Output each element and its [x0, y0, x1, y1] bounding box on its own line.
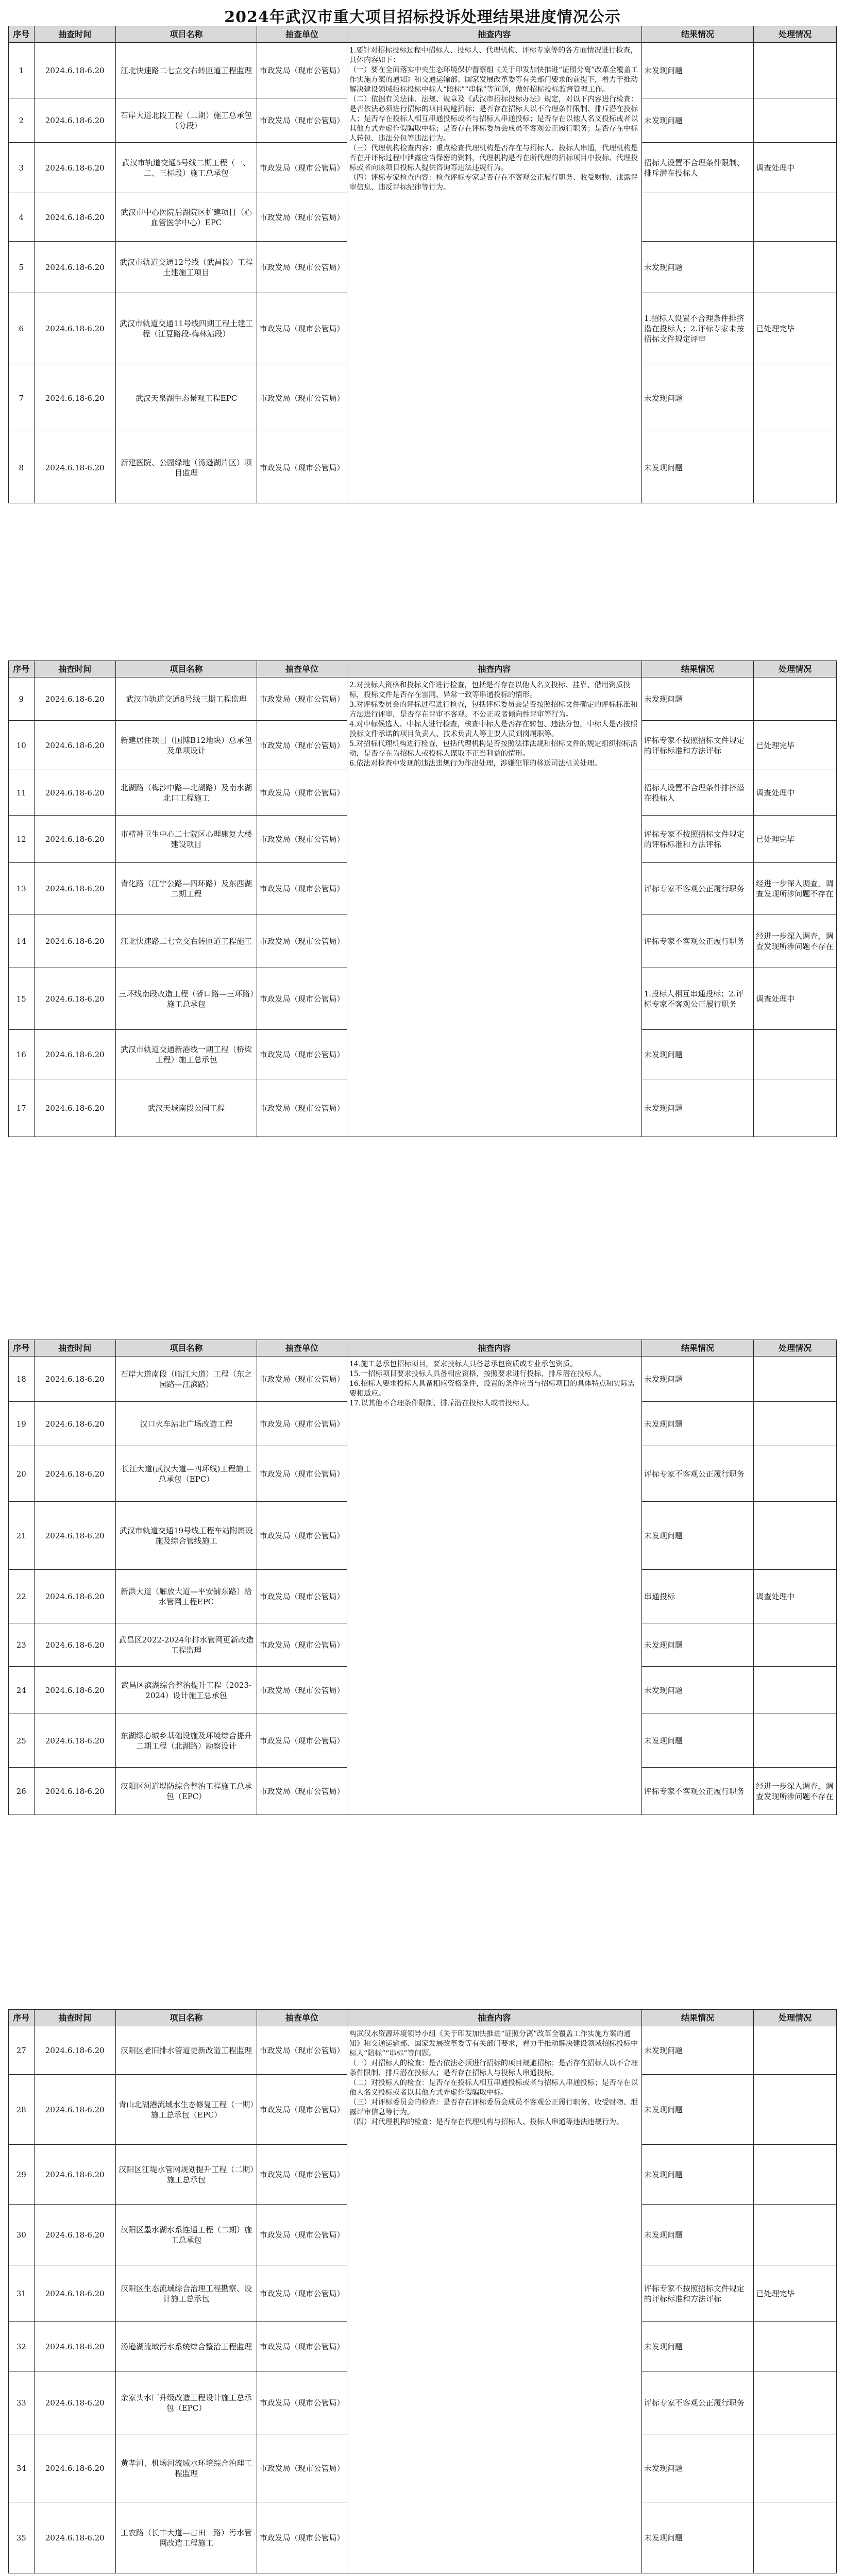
check-unit: 市政发局（现市公管局）: [257, 816, 347, 863]
check-unit: 市政发局（现市公管局）: [257, 1570, 347, 1623]
check-content: 2.对投标人资格和投标文件进行检查，包括是否存在以他人名义投标、挂靠、借用资质投标，投标文件是否存在雷同、异常一致等串通投标的情形。 3.对评标委员会的评标过程进行检查，包括评标委员会是否按照招标文件确定的评标标准和方法进行评审，是否存在评审不客观、不公正或者倾向性评审等行为。 4.对中标候选人、中标人进行检查，核查中标人是否存在转包、违法分包，中标人是否按照投标文件承诺的项目负责人、技术负责人等主要人员到岗履职等。 5.对招标代理机构进行检查，包括代理机构是否按照法律法规和招标文件的规定组织招标活动，是否存在为招标人或投标人谋取不正当利益的情形。 6.依法对检查中发现的违法违规行为作出处理，涉嫌犯罪的移送司法机关处理。: [347, 677, 641, 1137]
project-name: 石岸大道北段工程（二期）施工总承包（分段）: [115, 98, 257, 143]
table-row: [9, 43, 837, 98]
result-status: 未发现问题: [641, 1079, 753, 1137]
row-number: 29: [9, 2145, 35, 2205]
check-unit: 市政发局（现市公管局）: [257, 914, 347, 968]
row-number: 7: [9, 364, 35, 432]
project-name: 江北快速路二七立交右转匝道工程监理: [115, 43, 257, 98]
check-date: 2024.6.18-6.20: [34, 1402, 115, 1446]
row-number: 4: [9, 193, 35, 242]
check-date: 2024.6.18-6.20: [34, 2371, 115, 2434]
table-row: [9, 1357, 837, 1402]
check-date: 2024.6.18-6.20: [34, 2205, 115, 2265]
project-name: 汉阳区生态流域综合治理工程勘察、设计施工总承包: [115, 2265, 257, 2322]
result-status: 1.招标人设置不合理条件排挤潜在投标人；2.评标专家未按招标文件规定评审: [641, 293, 753, 364]
handling-status: 经进一步深入调查，调查发现所涉问题不存在: [754, 1768, 837, 1815]
handling-status: 调查处理中: [754, 143, 837, 193]
check-unit: 市政发局（现市公管局）: [257, 43, 347, 98]
handling-status: [754, 1402, 837, 1446]
result-table-1: [8, 26, 837, 503]
handling-status: 经进一步深入调查，调查发现所涉问题不存在: [754, 914, 837, 968]
check-date: 2024.6.18-6.20: [34, 1714, 115, 1768]
check-date: 2024.6.18-6.20: [34, 2322, 115, 2371]
handling-status: 调查处理中: [754, 1570, 837, 1623]
handling-status: [754, 677, 837, 721]
row-number: 3: [9, 143, 35, 193]
handling-status: [754, 1357, 837, 1402]
handling-status: [754, 2434, 837, 2502]
check-unit: 市政发局（现市公管局）: [257, 677, 347, 721]
project-name: 武昌区滨湖综合整治提升工程（2023-2024）设计施工总承包: [115, 1667, 257, 1714]
handling-status: 已处理完毕: [754, 2265, 837, 2322]
column-header: 结果情况: [641, 26, 753, 43]
check-date: 2024.6.18-6.20: [34, 242, 115, 293]
project-name: 武汉市轨道交通5号线二期工程（一、二、三标段）施工总承包: [115, 143, 257, 193]
check-date: 2024.6.18-6.20: [34, 2026, 115, 2075]
result-status: 未发现问题: [641, 2322, 753, 2371]
project-name: 武昌区2022-2024年排水管网更新改造工程监理: [115, 1623, 257, 1667]
handling-status: [754, 2322, 837, 2371]
result-status: 未发现问题: [641, 677, 753, 721]
check-unit: 市政发局（现市公管局）: [257, 2205, 347, 2265]
column-header: 项目名称: [115, 1340, 257, 1357]
handling-status: [754, 1079, 837, 1137]
project-name: 武汉市中心医院后湖院区扩建项目（心血管医学中心）EPC: [115, 193, 257, 242]
result-status: 未发现问题: [641, 1667, 753, 1714]
handling-status: [754, 98, 837, 143]
result-status: 评标专家不按照招标文件规定的评标标准和方法评标: [641, 721, 753, 770]
result-status: 1.投标人相互串通投标；2.评标专家不客观公正履行职务: [641, 968, 753, 1030]
result-status: 未发现问题: [641, 2075, 753, 2145]
column-header: 项目名称: [115, 661, 257, 677]
project-name: 北湖路（梅沙中路—北湖路）及南水湖北口工程施工: [115, 770, 257, 816]
project-name: 武汉市轨道交通11号线四期工程土建工程（江夏路段-梅林站段）: [115, 293, 257, 364]
row-number: 31: [9, 2265, 35, 2322]
handling-status: [754, 1502, 837, 1570]
row-number: 2: [9, 98, 35, 143]
row-number: 35: [9, 2502, 35, 2573]
column-header: 结果情况: [641, 2010, 753, 2026]
check-unit: 市政发局（现市公管局）: [257, 2026, 347, 2075]
check-date: 2024.6.18-6.20: [34, 98, 115, 143]
handling-status: [754, 1667, 837, 1714]
check-date: 2024.6.18-6.20: [34, 193, 115, 242]
result-status: 未发现问题: [641, 1030, 753, 1079]
check-unit: 市政发局（现市公管局）: [257, 1446, 347, 1502]
project-name: 汉阳区河道堤防综合整治工程施工总承包（EPC）: [115, 1768, 257, 1815]
check-date: 2024.6.18-6.20: [34, 293, 115, 364]
check-date: 2024.6.18-6.20: [34, 1030, 115, 1079]
project-name: 汉阳区老旧排水管道更新改造工程监理: [115, 2026, 257, 2075]
check-date: 2024.6.18-6.20: [34, 2265, 115, 2322]
check-unit: 市政发局（现市公管局）: [257, 2075, 347, 2145]
check-date: 2024.6.18-6.20: [34, 1570, 115, 1623]
result-status: 未发现问题: [641, 2026, 753, 2075]
result-status: 未发现问题: [641, 2434, 753, 2502]
check-content: 构武汉水资源环境领导小组《关于印发加快推进“证照分离”改革全覆盖工作实施方案的通知》和交通运输部、国家发展改革委等有关部门要求，着力于推动解决建设领域招标投标中标人“陪标”“串标”等问题。 （一）对招标人的检查：是否依法必须进行招标的项目规避招标；是否存在招标人以不合理条件限制、排斥潜在投标人；是否存在招标人与投标人串通投标。 （二）对投标人的检查：是否存在投标人相互串通投标或者与招标人串通投标；是否存在以他人名义投标或者以其他方式弄虚作假骗取中标。 （三）对评标委员会的检查：是否存在评标委员会成员不客观公正履行职务、收受财物、泄露评审信息等行为。 （四）对代理机构的检查：是否存在代理机构与招标人、投标人串通等违法违规行为。: [347, 2026, 641, 2573]
row-number: 26: [9, 1768, 35, 1815]
result-status: 未发现问题: [641, 1502, 753, 1570]
handling-status: [754, 1030, 837, 1079]
project-name: 汉阳区江堤水管网规划提升工程（二期）施工总承包: [115, 2145, 257, 2205]
project-name: 武汉天城南段公园工程: [115, 1079, 257, 1137]
check-unit: 市政发局（现市公管局）: [257, 1623, 347, 1667]
handling-status: 经进一步深入调查，调查发现所涉问题不存在: [754, 863, 837, 914]
handling-status: [754, 2502, 837, 2573]
column-header: 结果情况: [641, 1340, 753, 1357]
project-name: 市精神卫生中心二七院区心理康复大楼建设项目: [115, 816, 257, 863]
column-header: 抽查内容: [347, 1340, 641, 1357]
check-unit: 市政发局（现市公管局）: [257, 1357, 347, 1402]
column-header: 抽查单位: [257, 1340, 347, 1357]
row-number: 5: [9, 242, 35, 293]
project-name: 新建居住项目（国博B12地块）总承包及单项设计: [115, 721, 257, 770]
row-number: 22: [9, 1570, 35, 1623]
row-number: 33: [9, 2371, 35, 2434]
column-header: 抽查时间: [34, 661, 115, 677]
handling-status: 调查处理中: [754, 968, 837, 1030]
check-unit: 市政发局（现市公管局）: [257, 1402, 347, 1446]
row-number: 21: [9, 1502, 35, 1570]
result-status: 未发现问题: [641, 98, 753, 143]
check-date: 2024.6.18-6.20: [34, 364, 115, 432]
project-name: 武汉天泉湖生态景观工程EPC: [115, 364, 257, 432]
result-status: 评标专家不客观公正履行职务: [641, 1446, 753, 1502]
handling-status: [754, 1446, 837, 1502]
handling-status: [754, 1623, 837, 1667]
result-status: 未发现问题: [641, 364, 753, 432]
handling-status: [754, 2075, 837, 2145]
check-date: 2024.6.18-6.20: [34, 863, 115, 914]
result-status: 未发现问题: [641, 1402, 753, 1446]
check-unit: 市政发局（现市公管局）: [257, 2434, 347, 2502]
row-number: 1: [9, 43, 35, 98]
result-status: 招标人设置不合理条件限制、排斥潜在投标人: [641, 143, 753, 193]
column-header: 抽查单位: [257, 2010, 347, 2026]
check-unit: 市政发局（现市公管局）: [257, 968, 347, 1030]
check-date: 2024.6.18-6.20: [34, 143, 115, 193]
row-number: 27: [9, 2026, 35, 2075]
row-number: 11: [9, 770, 35, 816]
check-date: 2024.6.18-6.20: [34, 914, 115, 968]
handling-status: 已处理完毕: [754, 816, 837, 863]
project-name: 工农路（长丰大道—古田一路）污水管网改造工程施工: [115, 2502, 257, 2573]
result-status: 评标专家不按照招标文件规定的评标标准和方法评标: [641, 816, 753, 863]
column-header: 结果情况: [641, 661, 753, 677]
column-header: 序号: [9, 2010, 35, 2026]
check-unit: 市政发局（现市公管局）: [257, 1079, 347, 1137]
result-table-3: [8, 1340, 837, 1815]
handling-status: [754, 2371, 837, 2434]
column-header: 抽查内容: [347, 26, 641, 43]
column-header: 序号: [9, 26, 35, 43]
check-date: 2024.6.18-6.20: [34, 1502, 115, 1570]
check-unit: 市政发局（现市公管局）: [257, 242, 347, 293]
handling-status: 已处理完毕: [754, 721, 837, 770]
result-status: 评标专家不按照招标文件规定的评标标准和方法评标: [641, 2265, 753, 2322]
column-header: 序号: [9, 1340, 35, 1357]
row-number: 20: [9, 1446, 35, 1502]
handling-status: [754, 2145, 837, 2205]
row-number: 23: [9, 1623, 35, 1667]
check-date: 2024.6.18-6.20: [34, 2145, 115, 2205]
result-status: 未发现问题: [641, 1714, 753, 1768]
table-row: [9, 2026, 837, 2075]
result-status: 未发现问题: [641, 2502, 753, 2573]
check-content: 1.要针对招标投标过程中招标人、投标人、代理机构、评标专家等的各方面情况进行检查，具体内容如下： （一）要在全面落实中央生态环境保护督察组《关于印发加快推进“证照分离”改革全覆盖工作实施方案的通知》和交通运输部、国家发展改革委等有关部门要求的前提下，着力于推动解决建设领域招标投标中标人“陪标”“串标”等问题，做好招标投标监督管理工作。 （二）依据有关法律、法规、规章及《武汉市招标投标办法》规定，对以下内容进行检查：是否依法必须进行招标的项目规避招标；是否存在招标人以不合理条件限制、排斥潜在投标人；是否存在投标人相互串通投标或者与招标人串通投标；是否存在以他人名义投标或者以其他方式弄虚作假骗取中标；是否存在评标委员会成员不客观公正履行职务；是否存在中标人转包、违法分包等违法行为。 （三）代理机构检查内容：重点检查代理机构是否存在与招标人、投标人串通，代理机构是否在开评标过程中泄露应当保密的资料，代理机构是否在所代理的招标项目中投标、代理投标或者向该项目投标人提供咨询等违法违规行为。 （四）评标专家检查内容：检查评标专家是否存在不客观公正履行职务、收受财物、泄露评审信息、违反评标纪律等行为。: [347, 43, 641, 503]
column-header: 项目名称: [115, 26, 257, 43]
row-number: 17: [9, 1079, 35, 1137]
check-unit: 市政发局（现市公管局）: [257, 193, 347, 242]
project-name: 余家头水厂升级改造工程设计施工总承包（EPC）: [115, 2371, 257, 2434]
column-header: 抽查内容: [347, 661, 641, 677]
result-table-2: [8, 660, 837, 1137]
row-number: 9: [9, 677, 35, 721]
check-unit: 市政发局（现市公管局）: [257, 1768, 347, 1815]
row-number: 13: [9, 863, 35, 914]
table-row: [9, 677, 837, 721]
column-header: 处理情况: [754, 2010, 837, 2026]
column-header: 项目名称: [115, 2010, 257, 2026]
row-number: 12: [9, 816, 35, 863]
project-name: 青山北湖港流域水生态修复工程（一期）施工总承包（EPC）: [115, 2075, 257, 2145]
check-date: 2024.6.18-6.20: [34, 1623, 115, 1667]
check-date: 2024.6.18-6.20: [34, 816, 115, 863]
check-unit: 市政发局（现市公管局）: [257, 2371, 347, 2434]
column-header: 抽查单位: [257, 26, 347, 43]
result-status: 招标人设置不合理条件排挤潜在投标人: [641, 770, 753, 816]
project-name: 新洪大道（解放大道—平安铺东路）给水管网工程EPC: [115, 1570, 257, 1623]
project-name: 汉口火车站北广场改造工程: [115, 1402, 257, 1446]
check-unit: 市政发局（现市公管局）: [257, 143, 347, 193]
check-unit: 市政发局（现市公管局）: [257, 863, 347, 914]
check-unit: 市政发局（现市公管局）: [257, 2322, 347, 2371]
row-number: 34: [9, 2434, 35, 2502]
check-date: 2024.6.18-6.20: [34, 2434, 115, 2502]
project-name: 东湖绿心城乡基础设施及环境综合提升二期工程（北湖路）勘察设计: [115, 1714, 257, 1768]
result-status: 未发现问题: [641, 43, 753, 98]
result-status: [641, 193, 753, 242]
check-unit: 市政发局（现市公管局）: [257, 721, 347, 770]
check-date: 2024.6.18-6.20: [34, 1768, 115, 1815]
column-header: 抽查内容: [347, 2010, 641, 2026]
check-date: 2024.6.18-6.20: [34, 968, 115, 1030]
check-content: 14.施工总承包招标项目，要求投标人具备总承包资质或专业承包资质。 15.一招标项目要求投标人具备相应资格，按照要求进行投标，排斥潜在投标人。 16.招标人要求投标人具备相应资格条件，设置的条件应当与招标项目的具体特点和实际需要相适应。 17.以其他不合理条件限制、排斥潜在投标人或者投标人。: [347, 1357, 641, 1815]
project-name: 新建医院、公园绿地（汤逊湖片区）项目监理: [115, 432, 257, 503]
page-title: 2024年武汉市重大项目招标投诉处理结果进度情况公示: [224, 8, 621, 26]
result-status: 未发现问题: [641, 1357, 753, 1402]
row-number: 32: [9, 2322, 35, 2371]
table-header-row: [9, 2010, 837, 2026]
handling-status: [754, 193, 837, 242]
check-unit: 市政发局（现市公管局）: [257, 770, 347, 816]
result-status: 未发现问题: [641, 2205, 753, 2265]
column-header: 抽查单位: [257, 661, 347, 677]
row-number: 15: [9, 968, 35, 1030]
handling-status: [754, 2026, 837, 2075]
handling-status: 调查处理中: [754, 770, 837, 816]
check-unit: 市政发局（现市公管局）: [257, 2265, 347, 2322]
column-header: 处理情况: [754, 26, 837, 43]
check-unit: 市政发局（现市公管局）: [257, 1714, 347, 1768]
row-number: 30: [9, 2205, 35, 2265]
row-number: 8: [9, 432, 35, 503]
project-name: 长江大道(武汉大道—四环线)工程施工总承包（EPC）: [115, 1446, 257, 1502]
check-unit: 市政发局（现市公管局）: [257, 1502, 347, 1570]
handling-status: [754, 242, 837, 293]
row-number: 28: [9, 2075, 35, 2145]
result-status: 未发现问题: [641, 242, 753, 293]
result-status: 串通投标: [641, 1570, 753, 1623]
result-table-4: [8, 2009, 837, 2573]
handling-status: 已处理完毕: [754, 293, 837, 364]
result-status: 未发现问题: [641, 432, 753, 503]
row-number: 16: [9, 1030, 35, 1079]
check-date: 2024.6.18-6.20: [34, 1079, 115, 1137]
check-date: 2024.6.18-6.20: [34, 721, 115, 770]
check-date: 2024.6.18-6.20: [34, 1667, 115, 1714]
handling-status: [754, 43, 837, 98]
project-name: 三环线南段改造工程（硚口路—三环路）施工总承包: [115, 968, 257, 1030]
table-header-row: [9, 1340, 837, 1357]
check-unit: 市政发局（现市公管局）: [257, 432, 347, 503]
result-status: 评标专家不客观公正履行职务: [641, 914, 753, 968]
row-number: 19: [9, 1402, 35, 1446]
result-status: 未发现问题: [641, 1623, 753, 1667]
document-page: [8, 0, 837, 2576]
row-number: 25: [9, 1714, 35, 1768]
check-date: 2024.6.18-6.20: [34, 770, 115, 816]
column-header: 序号: [9, 661, 35, 677]
project-name: 黄孝河、机场河流域水环境综合治理工程监理: [115, 2434, 257, 2502]
project-name: 汤逊湖流域污水系统综合整治工程监理: [115, 2322, 257, 2371]
result-status: 评标专家不客观公正履行职务: [641, 2371, 753, 2434]
row-number: 24: [9, 1667, 35, 1714]
project-name: 武汉市轨道交通8号线三期工程监理: [115, 677, 257, 721]
check-unit: 市政发局（现市公管局）: [257, 1667, 347, 1714]
column-header: 抽查时间: [34, 2010, 115, 2026]
project-name: 石岸大道南段（临江大道）工程（东之园路—江滨路）: [115, 1357, 257, 1402]
project-name: 武汉市轨道交通12号线（武昌段）工程土建施工项目: [115, 242, 257, 293]
check-unit: 市政发局（现市公管局）: [257, 1030, 347, 1079]
table-header-row: [9, 661, 837, 677]
check-date: 2024.6.18-6.20: [34, 677, 115, 721]
check-date: 2024.6.18-6.20: [34, 2502, 115, 2573]
row-number: 6: [9, 293, 35, 364]
handling-status: [754, 1714, 837, 1768]
column-header: 抽查时间: [34, 1340, 115, 1357]
check-unit: 市政发局（现市公管局）: [257, 293, 347, 364]
check-unit: 市政发局（现市公管局）: [257, 2502, 347, 2573]
handling-status: [754, 432, 837, 503]
check-unit: 市政发局（现市公管局）: [257, 98, 347, 143]
check-date: 2024.6.18-6.20: [34, 2075, 115, 2145]
row-number: 14: [9, 914, 35, 968]
check-unit: 市政发局（现市公管局）: [257, 364, 347, 432]
column-header: 处理情况: [754, 1340, 837, 1357]
column-header: 抽查时间: [34, 26, 115, 43]
project-name: 汉阳区墨水湖水系连通工程（二期）施工总承包: [115, 2205, 257, 2265]
project-name: 武汉市轨道交通19号线工程车站附属设施及综合管线施工: [115, 1502, 257, 1570]
row-number: 10: [9, 721, 35, 770]
check-date: 2024.6.18-6.20: [34, 1357, 115, 1402]
table-header-row: [9, 26, 837, 43]
project-name: 青化路（江宁公路—四环路）及东西湖二期工程: [115, 863, 257, 914]
result-status: 评标专家不客观公正履行职务: [641, 1768, 753, 1815]
handling-status: [754, 2205, 837, 2265]
check-unit: 市政发局（现市公管局）: [257, 2145, 347, 2205]
project-name: 江北快速路二七立交右转匝道工程施工: [115, 914, 257, 968]
check-date: 2024.6.18-6.20: [34, 432, 115, 503]
check-date: 2024.6.18-6.20: [34, 43, 115, 98]
project-name: 武汉市轨道交通新港线一期工程（桥梁工程）施工总承包: [115, 1030, 257, 1079]
row-number: 18: [9, 1357, 35, 1402]
column-header: 处理情况: [754, 661, 837, 677]
result-status: 评标专家不客观公正履行职务: [641, 863, 753, 914]
handling-status: [754, 364, 837, 432]
result-status: 未发现问题: [641, 2145, 753, 2205]
check-date: 2024.6.18-6.20: [34, 1446, 115, 1502]
